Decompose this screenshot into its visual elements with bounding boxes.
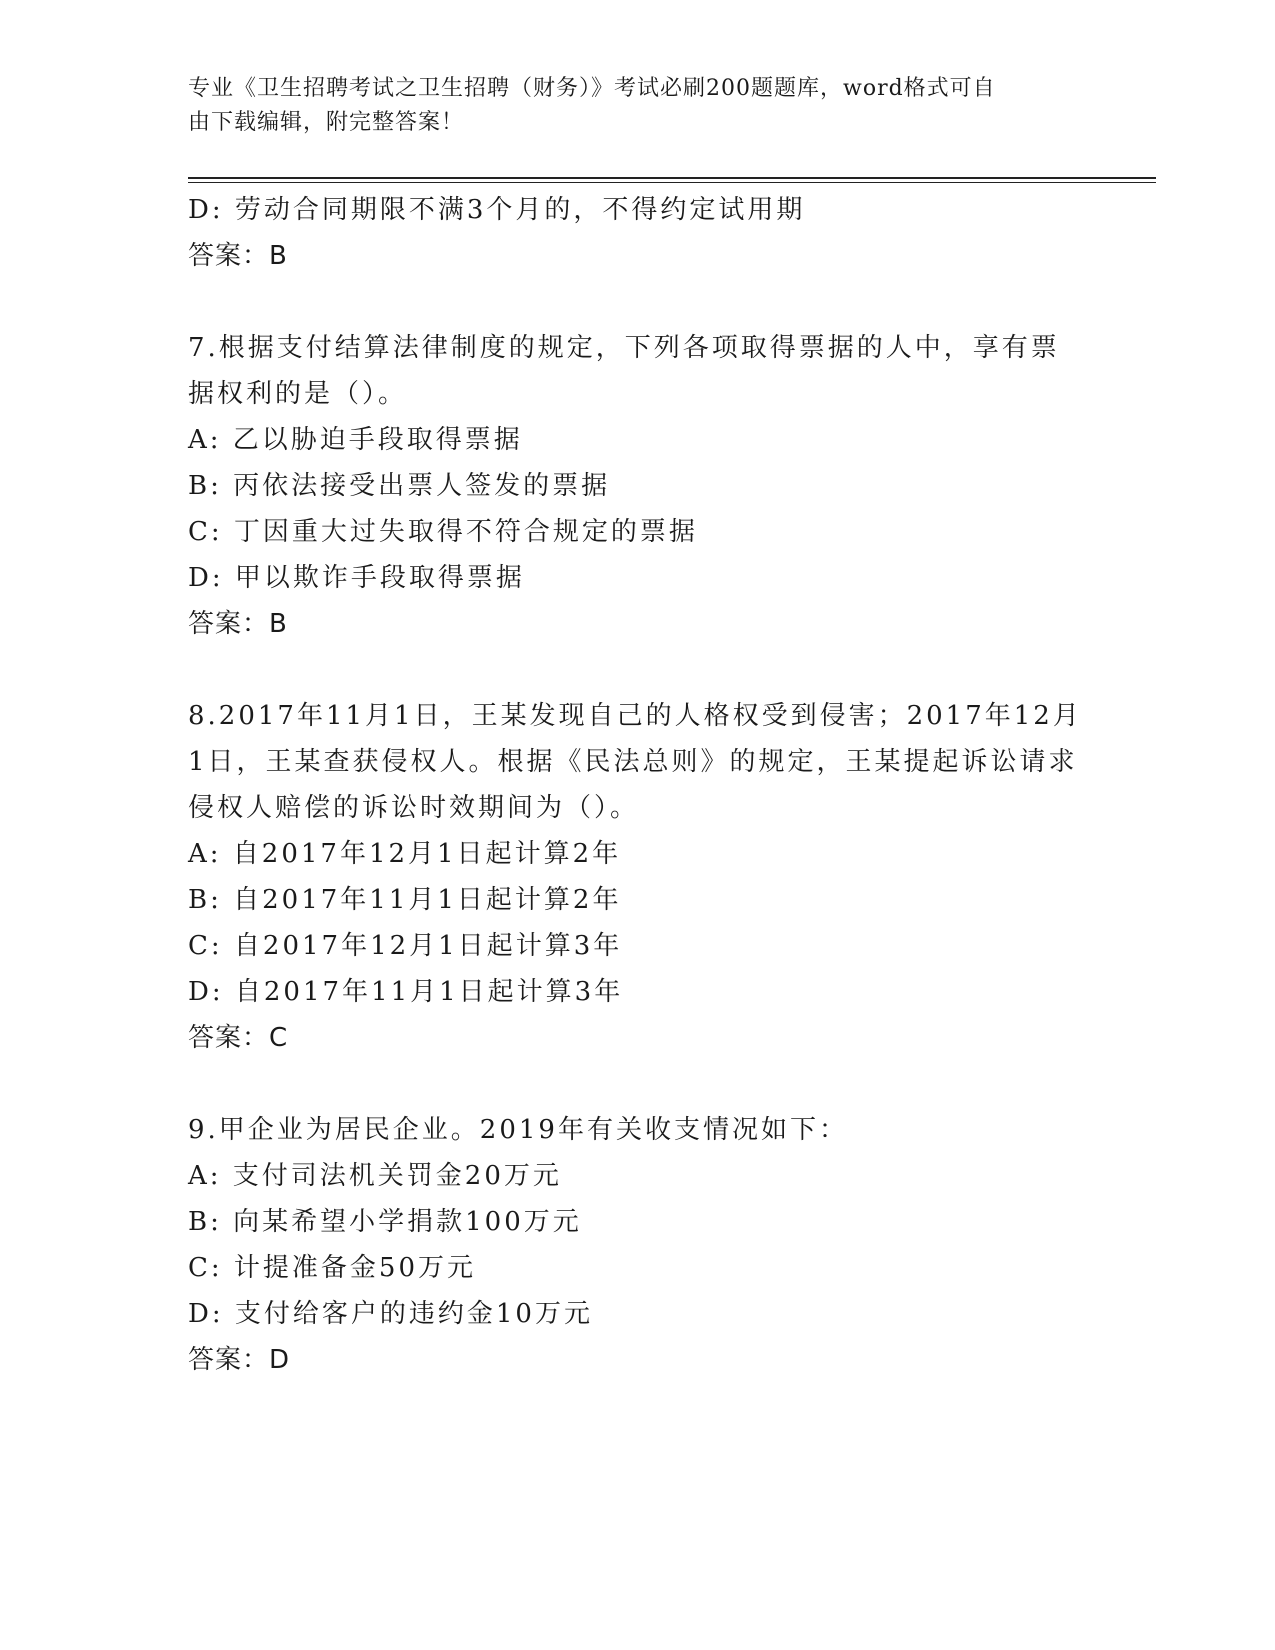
spacer <box>188 1061 1088 1107</box>
header-line-1: 专业《卫生招聘考试之卫生招聘（财务）》考试必刷200题题库，word格式可自 <box>188 76 996 101</box>
option-b: B: 向某希望小学捐款100万元 <box>188 1207 582 1237</box>
question-content <box>188 187 1088 1383</box>
answer-line: 答案：D <box>188 1345 291 1375</box>
option-a: A: 乙以胁迫手段取得票据 <box>188 425 523 455</box>
question-stem-line: 侵权人赔偿的诉讼时效期间为（）。 <box>188 793 640 823</box>
question-stem-line: 8.2017年11月1日，王某发现自己的人格权受到侵害；2017年12月 <box>188 701 1082 731</box>
question-7 <box>188 325 1088 647</box>
spacer <box>188 647 1088 693</box>
option-c: C: 计提准备金50万元 <box>188 1253 477 1283</box>
option-c: C: 自2017年12月1日起计算3年 <box>188 931 623 961</box>
answer-line: 答案：B <box>188 609 288 639</box>
answer-line: 答案：C <box>188 1023 289 1053</box>
header-line-2: 由下载编辑，附完整答案！ <box>188 110 465 135</box>
question-stem-line: 1日，王某查获侵权人。根据《民法总则》的规定，王某提起诉讼请求 <box>188 747 1078 777</box>
question-stem-line: 据权利的是（）。 <box>188 379 408 409</box>
spacer <box>188 279 1088 325</box>
option-b: B: 自2017年11月1日起计算2年 <box>188 885 622 915</box>
header-divider-thin <box>188 182 1156 183</box>
question-8 <box>188 693 1088 1061</box>
header-divider-thick <box>188 177 1156 179</box>
option-b: B: 丙依法接受出票人签发的票据 <box>188 471 611 501</box>
option-c: C: 丁因重大过失取得不符合规定的票据 <box>188 517 698 547</box>
document-header <box>188 72 1068 140</box>
question-stem-line: 7.根据支付结算法律制度的规定，下列各项取得票据的人中，享有票 <box>188 333 1060 363</box>
option-d: D: 支付给客户的违约金10万元 <box>188 1299 593 1329</box>
option-a: A: 支付司法机关罚金20万元 <box>188 1161 562 1191</box>
question-9 <box>188 1107 1088 1383</box>
option-d: D: 劳动合同期限不满3个月的，不得约定试用期 <box>188 195 806 225</box>
option-a: A: 自2017年12月1日起计算2年 <box>188 839 622 869</box>
answer-line: 答案：B <box>188 241 288 271</box>
previous-question-tail <box>188 187 1088 279</box>
option-d: D: 甲以欺诈手段取得票据 <box>188 563 525 593</box>
option-d: D: 自2017年11月1日起计算3年 <box>188 977 624 1007</box>
question-stem-line: 9.甲企业为居民企业。2019年有关收支情况如下： <box>188 1115 848 1145</box>
